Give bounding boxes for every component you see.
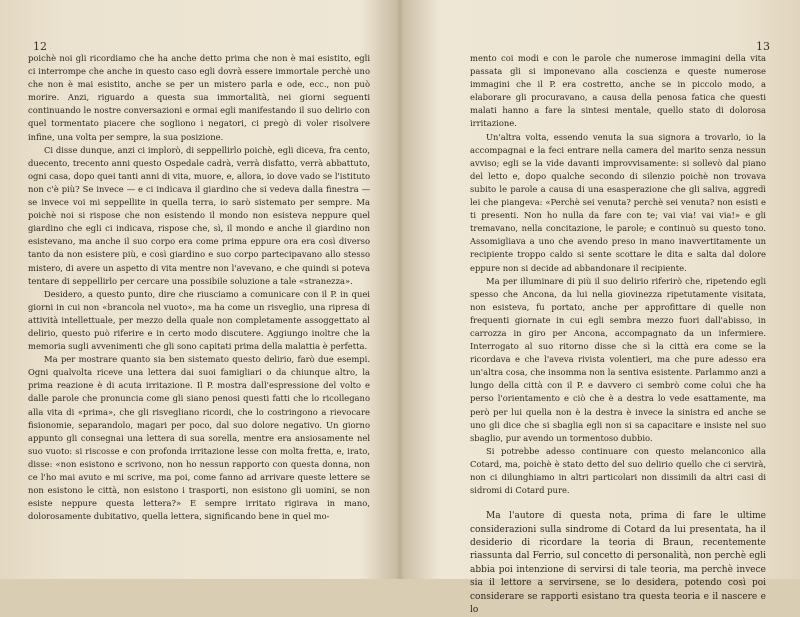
right-page-text (470, 52, 766, 617)
paragraph: Ma per illuminare di più il suo delirio riferirò che, ripetendo egli spesso che Ancona, da lui nella giovinezza ripetutamente visitata, non esisteva, fu portato, anche per approfittare di quelle non frequenti giornate in cui egli sembra mezzo fuori dall'abisso, in carrozza in giro per Ancona, accompagnato da un infermiere. Interrogato al suo ritorno disse che sì la città era come se la ricordava e che l'aveva rivista volentieri, ma che pure adesso era un'altra cosa, che insomma non la sentiva esistente. Parlammo anzi a lungo della città con il P. e davvero ci sembrò come colui che ha perso l'orientamento e ciò che è a destra lo vede esattamente, ma però per lui quella non è la destra è invece la sinistra ed anche se uno gli dice che si sbaglia egli non si sa capacitare e insiste nel suo sbaglio, pur avendo un tormentoso dubbio. (470, 275, 766, 443)
left-page-text (28, 52, 370, 523)
page-number-left: 12 (33, 40, 47, 53)
paragraph: poichè noi gli ricordiamo che ha anche detto prima che non è mai esistito, egli ci interrompe che anche in questo caso egli dovrà essere immortale perchè uno che non è mai esistito, anche se per un mistero parla e ode, ecc., non può morire. Anzi, riguardo a questa sua immortalità, nei giorni seguenti continuando le nostre conversazioni e ormai egli manifestando il suo delirio con quel tormentato piacere che sogliono i negatori, ci pregò di voler risolvere infine, una volta per sempre, la sua posizione. (28, 53, 370, 142)
paragraph: Ci disse dunque, anzi ci implorò, di seppellirlo poichè, egli diceva, fra cento, duecento, trecento anni questo Ospedale cadrà, verrà disfatto, verrà abbattuto, ogni casa, dopo quei tanti anni di vita, muore, e, allora, io dove vado se l'istituto non c'è più? Se invece — e ci indicava il giardino che si vedeva dalla finestra — se invece voi mi seppellite in quella terra, io sarò sistemato per sempre. Ma poichè noi si rispose che non esistendo il mondo non esisteva neppure quel giardino che egli ci indicava, rispose che, sì, il mondo e anche il giardino non esistevano, ma anche il suo corpo era come prima eppure ora era così diverso tanto da non esistere più, e così giardino e suo corpo partecipavano allo stesso mistero, di avere un aspetto di vita mentre non l'avevano, e che quindi si poteva tentare di seppellirlo per cercare una possibile soluzione a tale «stranezza». (28, 144, 370, 286)
left-page (0, 0, 400, 579)
paragraph: Un'altra volta, essendo venuta la sua signora a trovarlo, io la accompagnai e la feci entrare nella camera del marito senza nessun avviso; egli se la vide davanti improvvisamente: si sollevò dal piano del letto e, dopo qualche secondo di silenzio poichè non trovava subito le parole a causa di una esasperazione che gli saliva, aggredì lei che piangeva: «Perchè sei venuta? perchè sei venuta? non esisti e ti presenti. Non ho nulla da fare con te; vai via! vai via!» e gli tremavano, nella concitazione, le parole; e continuò su questo tono. Assomigliava a uno che avendo preso in mano inavvertitamente un recipiente troppo caldo si sente scottare le dita e salta dal dolore eppure non si decide ad abbandonare il recipiente. (470, 131, 766, 273)
paragraph: Desidero, a questo punto, dire che riusciamo a comunicare con il P. in quei giorni in cui non «brancola nel vuoto», ma ha come un risveglio, una ripresa di attività intellettuale, per mezzo della quale non completamente assoggettato al delirio, questo può riferire e in certo modo discutere. Aggiungo inoltre che la memoria sugli avvenimenti che gli sono capitati prima della malattia è perfetta. (28, 288, 370, 352)
paragraph: Ma per mostrare quanto sia ben sistemato questo delirio, farò due esempi. Ogni qualvolta riceve una lettera dai suoi famigliari o da chiunque altro, la prima reazione è di acuta irritazione. Il P. mostra dall'espressione del volto e dalle parole che pronuncia come gli siano penosi questi fatti che lo ricollegano alla vita di «prima», che gli risvegliano ricordi, che lo costringono a rievocare fisionomie, separandolo, magari per poco, dal suo dolore negativo. Un giorno appunto gli consegnai una lettera di sua sorella, mentre era ansiosamente nel suo vuoto: si riscosse e con profonda irritazione lesse con molta fretta, e, irato, disse: «non esistono e scrivono, non ho nessun rapporto con questa donna, non ce l'ho mai avuto e mi scrive, ma poi, come fanno ad arrivare queste lettere se non esistono le città, non esistono i trasporti, non esistono gli uomini, se non esiste neppure questa lettera?» E sempre irritato rigirava in mano, dolorosamente dubitativo, quella lettera, significando bene in quel mo- (28, 354, 370, 522)
page-number-right: 13 (756, 40, 770, 53)
paragraph: Si potrebbe adesso continuare con questo melanconico alla Cotard, ma, poichè è stato detto del suo delirio quello che ci servirà, non ci dilunghiamo in altri particolari non dissimili da altri casi di sidromi di Cotard pure. (470, 445, 766, 496)
paragraph: mento coi modi e con le parole che numerose immagini della vita passata gli si imponevano alla coscienza e queste numerose immagini che il P. era costretto, anche se in piccolo modo, a elaborare gli procuravano, a causa della penosa fatica che questi malati hanno a fare la sintesi mentale, quello stato di dolorosa irritazione. (470, 53, 766, 129)
paragraph: Ma l'autore di questa nota, prima di fare le ultime considerazioni sulla sindrome di Cotard da lui presentata, ha il desiderio di ricordare la teoria di Braun, recentemente riassunta dal Ferrio, sul concetto di personalità, non perchè egli abbia poi intenzione di servirsi di tale teoria, ma perchè invece sia il lettore a servirsene, se lo desidera, potendo così poi considerare se rapporti esistano tra questa teoria e il nascere e lo (470, 511, 766, 616)
